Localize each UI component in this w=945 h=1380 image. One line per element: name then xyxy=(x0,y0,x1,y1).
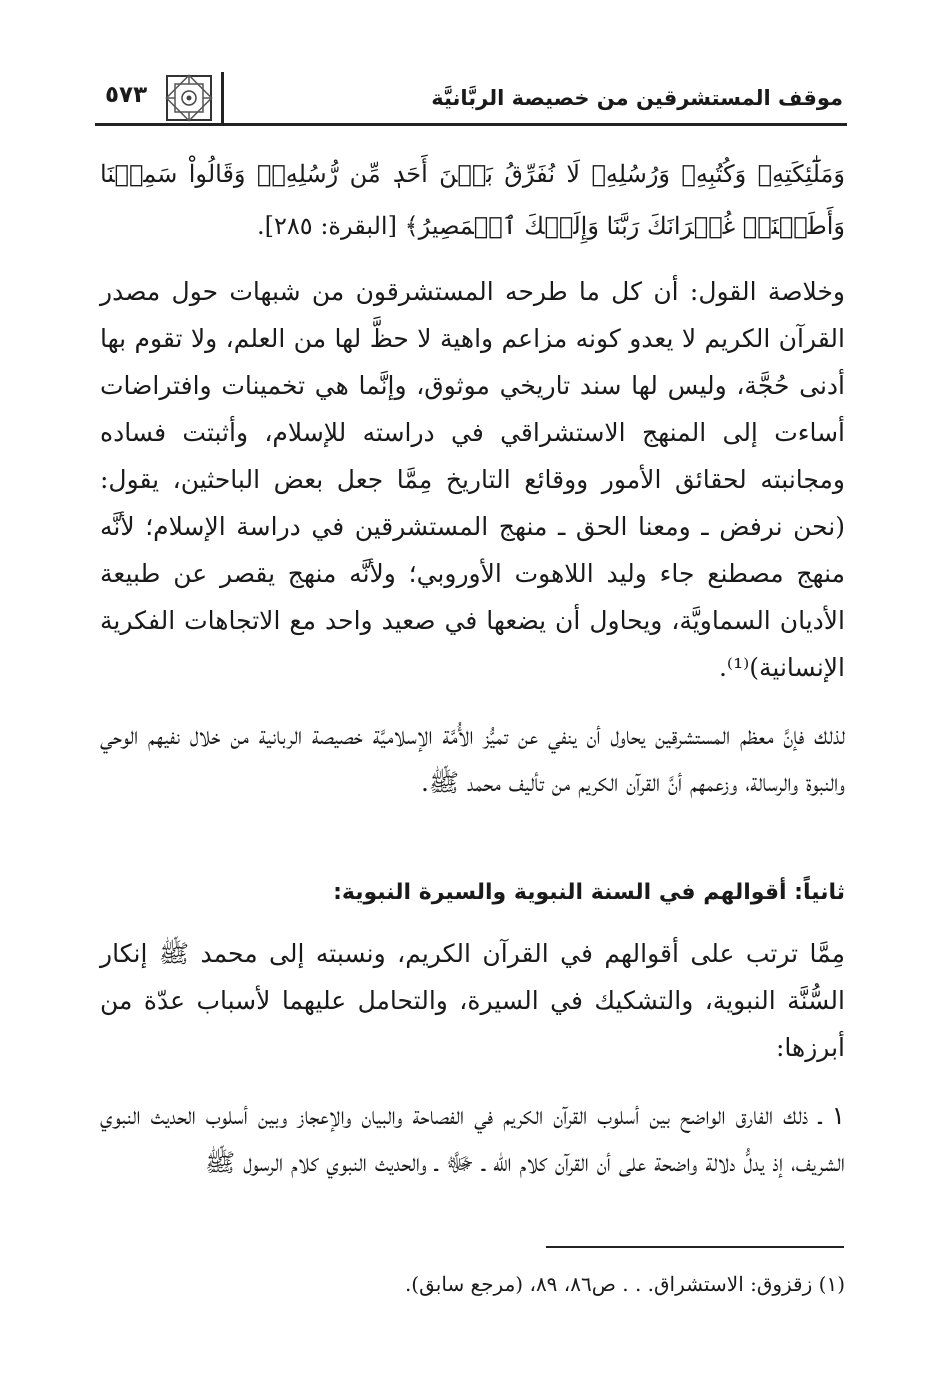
quran-verse: وَمَلَٰٓئِكَتِهِۦ وَكُتُبِهِۦ وَرُسُلِهِۦ لَا نُفَرِّقُ بَيۡنَ أَحَدٖ مِّن رُّسُلِهِۦۚ وَقَالُواْ سَمِعۡنَا وَأَطَعۡنَاۖ غُفۡرَانَكَ رَبَّنَا وَإِلَيۡكَ ٱلۡمَصِيرُ﴾ [البقرة: ٢٨٥]. xyxy=(100,160,845,240)
page-header xyxy=(95,68,847,126)
paragraph-conclusion: وخلاصة القول: أن كل ما طرحه المستشرقون من شبهات حول مصدر القرآن الكريم لا يعدو كونه مزاعم واهية لا حظَّ لها من العلم، ولا تقوم بها أدنى حُجَّة، وليس لها سند تاريخي موثوق، وإنَّما هي تخمينات وافتراضات أساءت إلى المنهج الاستشراقي في دراسته للإسلام، وأثبتت فساده ومجانبته لحقائق الأمور ووقائع التاريخ مِمَّا جعل بعض الباحثين، يقول: (نحن نرفض ـ ومعنا الحق ـ منهج المستشرقين في دراسة الإسلام؛ لأنَّه منهج مصطنع جاء وليد اللاهوت الأوروبي؛ ولأنَّه منهج يقصر عن طبيعة الأديان السماويَّة، ويحاول أن يضعها في صعيد واحد مع الاتجاهات الفكرية الإنسانية)⁽¹⁾. xyxy=(100,277,845,682)
ornament-icon xyxy=(165,74,213,122)
header-divider xyxy=(221,72,224,124)
page-number-box xyxy=(95,74,225,118)
paragraph-therefore: لذلك فإنَّ معظم المستشرقين يحاول أن ينفي عن تميُّز الأُمَّة الإسلاميَّة خصيصة الربانية من خلال نفيهم الوحي والنبوة والرسالة، وزعمهم أنَّ القرآن الكريم من تأليف محمد ﷺ. xyxy=(100,721,845,797)
paragraph-sunnah: مِمَّا ترتب على أقوالهم في القرآن الكريم، ونسبته إلى محمد ﷺ إنكار السُّنَّة النبوية، والتشكيك في السيرة، والتحامل عليهما لأسباب عدّة من أبرزها: xyxy=(100,939,845,1062)
header-rule xyxy=(95,123,847,126)
page-number: ٥٧٣ xyxy=(105,82,148,108)
section-heading: ثانياً: أقوالهم في السنة النبوية والسيرة النبوية: xyxy=(333,880,845,905)
footnote-rule xyxy=(546,1246,844,1248)
footnote: (١) زقزوق: الاستشراق. . . ص٨٦، ٨٩، (مرجع سابق). xyxy=(404,1272,845,1296)
paragraph-point-1: ١ ـ ذلك الفارق الواضح بين أسلوب القرآن الكريم في الفصاحة والبيان والإعجاز وبين أسلوب الحديث النبوي الشريف، إذ يدلُّ دلالة واضحة على أن القرآن كلام الله ـ ﷻ ـ والحديث النبوي كلام الرسول ﷺ xyxy=(100,1101,845,1177)
running-title: موقف المستشرقين من خصيصة الربَّانيَّة xyxy=(431,86,843,110)
